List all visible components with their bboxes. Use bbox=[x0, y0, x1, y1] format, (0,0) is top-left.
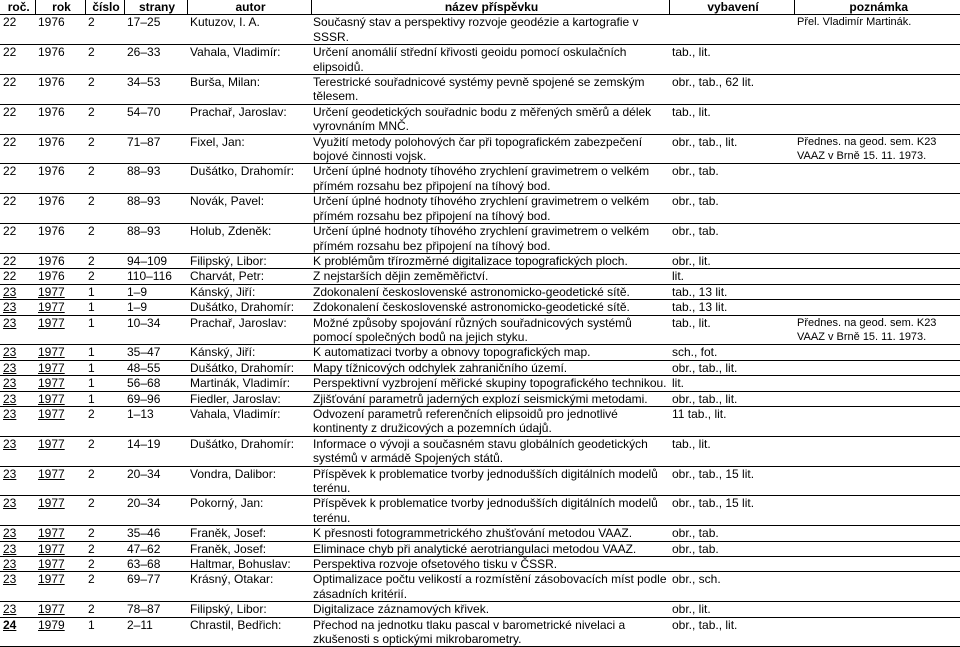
table-row bbox=[0, 496, 960, 526]
year-cell: 1977 bbox=[35, 572, 85, 602]
author-cell: Fiedler, Jaroslav: bbox=[187, 391, 311, 406]
number-cell: 2 bbox=[85, 406, 124, 436]
year-cell: 1976 bbox=[35, 134, 85, 164]
title-cell: Současný stav a perspektivy rozvoje geodézie a kartografie v SSSR. bbox=[311, 15, 669, 45]
header-author: autor bbox=[187, 0, 311, 15]
equipment-cell: lit. bbox=[669, 269, 794, 284]
title-cell: K problémům třírozměrné digitalizace topografických ploch. bbox=[311, 253, 669, 268]
header-note: poznámka bbox=[794, 0, 960, 15]
note-cell bbox=[794, 466, 960, 496]
title-cell: Využití metody polohových čar při topografickém zabezpečení bojové činnosti vojsk. bbox=[311, 134, 669, 164]
number-cell: 2 bbox=[85, 496, 124, 526]
year-cell: 1976 bbox=[35, 104, 85, 134]
vol-cell: 23 bbox=[0, 376, 35, 391]
author-cell: Vahala, Vladimír: bbox=[187, 406, 311, 436]
vol-cell: 23 bbox=[0, 406, 35, 436]
note-cell bbox=[794, 602, 960, 617]
equipment-cell: tab., 13 lit. bbox=[669, 300, 794, 315]
equipment-cell: tab., 13 lit. bbox=[669, 284, 794, 299]
year-cell: 1976 bbox=[35, 75, 85, 105]
number-cell: 1 bbox=[85, 391, 124, 406]
equipment-cell: obr., tab., 62 lit. bbox=[669, 75, 794, 105]
note-cell bbox=[794, 164, 960, 194]
note-cell bbox=[794, 104, 960, 134]
equipment-cell: obr., sch. bbox=[669, 572, 794, 602]
pages-cell: 54–70 bbox=[124, 104, 187, 134]
pages-cell: 48–55 bbox=[124, 360, 187, 375]
vol-cell: 22 bbox=[0, 224, 35, 254]
table-row bbox=[0, 557, 960, 572]
title-cell: Odvození parametrů referenčních elipsoidů pro jednotlivé kontinenty z družicových a pozemních údajů. bbox=[311, 406, 669, 436]
table-row bbox=[0, 572, 960, 602]
title-cell: Perspektivní vyzbrojení měřické skupiny topografického technikou. bbox=[311, 376, 669, 391]
title-cell: Přechod na jednotku tlaku pascal v barometrické nivelaci a zkušenosti s optickými mikrobarometry. bbox=[311, 617, 669, 647]
table-row bbox=[0, 164, 960, 194]
equipment-cell bbox=[669, 557, 794, 572]
note-cell bbox=[794, 617, 960, 647]
pages-cell: 47–62 bbox=[124, 541, 187, 556]
equipment-cell: obr., lit. bbox=[669, 602, 794, 617]
author-cell: Dušátko, Drahomír: bbox=[187, 360, 311, 375]
author-cell: Dušátko, Drahomír: bbox=[187, 436, 311, 466]
title-cell: Možné způsoby spojování různých souřadnicových systémů pomocí společných bodů na jejich styku. bbox=[311, 315, 669, 345]
equipment-cell: obr., tab., lit. bbox=[669, 360, 794, 375]
vol-cell: 22 bbox=[0, 15, 35, 45]
pages-cell: 35–47 bbox=[124, 345, 187, 360]
table-row bbox=[0, 284, 960, 299]
pages-cell: 17–25 bbox=[124, 15, 187, 45]
year-cell: 1977 bbox=[35, 436, 85, 466]
pages-cell: 71–87 bbox=[124, 134, 187, 164]
vol-cell: 22 bbox=[0, 164, 35, 194]
table-row bbox=[0, 406, 960, 436]
number-cell: 2 bbox=[85, 104, 124, 134]
year-cell: 1977 bbox=[35, 360, 85, 375]
equipment-cell: obr., lit. bbox=[669, 253, 794, 268]
number-cell: 2 bbox=[85, 602, 124, 617]
table-body bbox=[0, 15, 960, 647]
vol-cell: 23 bbox=[0, 602, 35, 617]
title-cell: Určení úplné hodnoty tíhového zrychlení gravimetrem o velkém přímém rozsahu bez připojení na tíhový bod. bbox=[311, 224, 669, 254]
table-row bbox=[0, 617, 960, 647]
vol-cell: 23 bbox=[0, 557, 35, 572]
note-cell bbox=[794, 269, 960, 284]
title-cell: Digitalizace záznamových křivek. bbox=[311, 602, 669, 617]
number-cell: 2 bbox=[85, 269, 124, 284]
table-row bbox=[0, 15, 960, 45]
author-cell: Franěk, Josef: bbox=[187, 526, 311, 541]
pages-cell: 110–116 bbox=[124, 269, 187, 284]
number-cell: 1 bbox=[85, 315, 124, 345]
year-cell: 1976 bbox=[35, 269, 85, 284]
author-cell: Vondra, Dalibor: bbox=[187, 466, 311, 496]
year-cell: 1977 bbox=[35, 406, 85, 436]
title-cell: Určení úplné hodnoty tíhového zrychlení gravimetrem o velkém přímém rozsahu bez připojení na tíhový bod. bbox=[311, 164, 669, 194]
vol-cell: 23 bbox=[0, 436, 35, 466]
author-cell: Krásný, Otakar: bbox=[187, 572, 311, 602]
title-cell: Určení geodetických souřadnic bodu z měřených směrů a délek vyrovnáním MNČ. bbox=[311, 104, 669, 134]
number-cell: 2 bbox=[85, 466, 124, 496]
table-row bbox=[0, 526, 960, 541]
note-cell bbox=[794, 496, 960, 526]
table-row bbox=[0, 253, 960, 268]
note-cell bbox=[794, 376, 960, 391]
title-cell: Příspěvek k problematice tvorby jednodušších digitálních modelů terénu. bbox=[311, 496, 669, 526]
author-cell: Filipský, Libor: bbox=[187, 602, 311, 617]
note-cell bbox=[794, 572, 960, 602]
vol-cell: 23 bbox=[0, 496, 35, 526]
number-cell: 1 bbox=[85, 300, 124, 315]
vol-cell: 22 bbox=[0, 253, 35, 268]
vol-cell: 23 bbox=[0, 391, 35, 406]
table-row bbox=[0, 45, 960, 75]
note-cell bbox=[794, 75, 960, 105]
year-cell: 1977 bbox=[35, 391, 85, 406]
equipment-cell: tab., lit. bbox=[669, 315, 794, 345]
author-cell: Filipský, Libor: bbox=[187, 253, 311, 268]
author-cell: Martinák, Vladimír: bbox=[187, 376, 311, 391]
year-cell: 1977 bbox=[35, 557, 85, 572]
table-row bbox=[0, 345, 960, 360]
note-cell bbox=[794, 194, 960, 224]
number-cell: 2 bbox=[85, 164, 124, 194]
number-cell: 2 bbox=[85, 436, 124, 466]
title-cell: Příspěvek k problematice tvorby jednodušších digitálních modelů terénu. bbox=[311, 466, 669, 496]
table-row bbox=[0, 300, 960, 315]
year-cell: 1977 bbox=[35, 466, 85, 496]
equipment-cell: obr., tab., lit. bbox=[669, 617, 794, 647]
year-cell: 1976 bbox=[35, 15, 85, 45]
author-cell: Franěk, Josef: bbox=[187, 541, 311, 556]
title-cell: Optimalizace počtu velikostí a rozmístění zásobovacích míst podle zásadních kritérií. bbox=[311, 572, 669, 602]
equipment-cell bbox=[669, 15, 794, 45]
title-cell: Zdokonalení československé astronomicko-geodetické sítě. bbox=[311, 284, 669, 299]
author-cell: Prachař, Jaroslav: bbox=[187, 104, 311, 134]
vol-cell: 23 bbox=[0, 284, 35, 299]
pages-cell: 1–13 bbox=[124, 406, 187, 436]
pages-cell: 78–87 bbox=[124, 602, 187, 617]
pages-cell: 56–68 bbox=[124, 376, 187, 391]
table-row bbox=[0, 194, 960, 224]
table-row bbox=[0, 75, 960, 105]
number-cell: 2 bbox=[85, 253, 124, 268]
pages-cell: 20–34 bbox=[124, 496, 187, 526]
year-cell: 1977 bbox=[35, 300, 85, 315]
vol-cell: 22 bbox=[0, 45, 35, 75]
note-cell bbox=[794, 406, 960, 436]
equipment-cell: obr., tab. bbox=[669, 194, 794, 224]
header-title: název příspěvku bbox=[311, 0, 669, 15]
number-cell: 1 bbox=[85, 284, 124, 299]
year-cell: 1977 bbox=[35, 541, 85, 556]
equipment-cell: obr., tab. bbox=[669, 164, 794, 194]
vol-cell: 22 bbox=[0, 194, 35, 224]
equipment-cell: obr., tab., lit. bbox=[669, 391, 794, 406]
title-cell: Terestrické souřadnicové systémy pevně spojené se zemským tělesem. bbox=[311, 75, 669, 105]
note-cell: Přel. Vladimír Martinák. bbox=[794, 15, 960, 45]
author-cell: Charvát, Petr: bbox=[187, 269, 311, 284]
equipment-cell: obr., tab. bbox=[669, 541, 794, 556]
number-cell: 1 bbox=[85, 345, 124, 360]
author-cell: Chrastil, Bedřich: bbox=[187, 617, 311, 647]
header-year: rok bbox=[35, 0, 85, 15]
equipment-cell: obr., tab., 15 lit. bbox=[669, 466, 794, 496]
note-cell bbox=[794, 253, 960, 268]
vol-cell: 22 bbox=[0, 134, 35, 164]
number-cell: 2 bbox=[85, 45, 124, 75]
author-cell: Holub, Zdeněk: bbox=[187, 224, 311, 254]
equipment-cell: sch., fot. bbox=[669, 345, 794, 360]
title-cell: K přesnosti fotogrammetrického zhušťování metodou VAAZ. bbox=[311, 526, 669, 541]
title-cell: Z nejstarších dějin zeměměřictví. bbox=[311, 269, 669, 284]
table-row bbox=[0, 541, 960, 556]
header-equipment: vybavení bbox=[669, 0, 794, 15]
vol-cell: 23 bbox=[0, 541, 35, 556]
number-cell: 2 bbox=[85, 194, 124, 224]
table-row bbox=[0, 376, 960, 391]
pages-cell: 63–68 bbox=[124, 557, 187, 572]
equipment-cell: obr., tab. bbox=[669, 526, 794, 541]
pages-cell: 88–93 bbox=[124, 164, 187, 194]
pages-cell: 1–9 bbox=[124, 284, 187, 299]
year-cell: 1976 bbox=[35, 164, 85, 194]
author-cell: Fixel, Jan: bbox=[187, 134, 311, 164]
table-row bbox=[0, 360, 960, 375]
vol-cell: 23 bbox=[0, 360, 35, 375]
vol-cell: 23 bbox=[0, 300, 35, 315]
vol-cell: 23 bbox=[0, 466, 35, 496]
table-row bbox=[0, 391, 960, 406]
pages-cell: 69–96 bbox=[124, 391, 187, 406]
note-cell bbox=[794, 45, 960, 75]
note-cell bbox=[794, 436, 960, 466]
table-row bbox=[0, 269, 960, 284]
pages-cell: 10–34 bbox=[124, 315, 187, 345]
note-cell bbox=[794, 541, 960, 556]
author-cell: Kánský, Jiří: bbox=[187, 345, 311, 360]
vol-cell: 22 bbox=[0, 269, 35, 284]
author-cell: Dušátko, Drahomír: bbox=[187, 164, 311, 194]
title-cell: Mapy tížnicových odchylek zahraničního území. bbox=[311, 360, 669, 375]
author-cell: Novák, Pavel: bbox=[187, 194, 311, 224]
vol-cell: 23 bbox=[0, 315, 35, 345]
equipment-cell: obr., tab. bbox=[669, 224, 794, 254]
author-cell: Kánský, Jiří: bbox=[187, 284, 311, 299]
number-cell: 2 bbox=[85, 572, 124, 602]
year-cell: 1977 bbox=[35, 496, 85, 526]
vol-cell: 23 bbox=[0, 572, 35, 602]
year-cell: 1977 bbox=[35, 526, 85, 541]
author-cell: Haltmar, Bohuslav: bbox=[187, 557, 311, 572]
equipment-cell: lit. bbox=[669, 376, 794, 391]
note-cell bbox=[794, 300, 960, 315]
equipment-cell: tab., lit. bbox=[669, 104, 794, 134]
author-cell: Dušátko, Drahomír: bbox=[187, 300, 311, 315]
number-cell: 1 bbox=[85, 376, 124, 391]
year-cell: 1977 bbox=[35, 376, 85, 391]
number-cell: 2 bbox=[85, 541, 124, 556]
title-cell: Informace o vývoji a současném stavu globálních geodetických systémů v armádě Spojených států. bbox=[311, 436, 669, 466]
number-cell: 2 bbox=[85, 15, 124, 45]
table-row bbox=[0, 104, 960, 134]
header-vol: roč. bbox=[0, 0, 35, 15]
vol-cell: 22 bbox=[0, 75, 35, 105]
year-cell: 1976 bbox=[35, 45, 85, 75]
table-row bbox=[0, 134, 960, 164]
pages-cell: 69–77 bbox=[124, 572, 187, 602]
number-cell: 2 bbox=[85, 557, 124, 572]
year-cell: 1977 bbox=[35, 345, 85, 360]
vol-cell: 23 bbox=[0, 526, 35, 541]
note-cell bbox=[794, 224, 960, 254]
note-cell: Přednes. na geod. sem. K23 VAAZ v Brně 15. 11. 1973. bbox=[794, 134, 960, 164]
vol-cell: 23 bbox=[0, 345, 35, 360]
number-cell: 2 bbox=[85, 224, 124, 254]
note-cell bbox=[794, 345, 960, 360]
note-cell: Přednes. na geod. sem. K23 VAAZ v Brně 15. 11. 1973. bbox=[794, 315, 960, 345]
pages-cell: 14–19 bbox=[124, 436, 187, 466]
year-cell: 1976 bbox=[35, 224, 85, 254]
equipment-cell: obr., tab., 15 lit. bbox=[669, 496, 794, 526]
equipment-cell: 11 tab., lit. bbox=[669, 406, 794, 436]
number-cell: 2 bbox=[85, 526, 124, 541]
note-cell bbox=[794, 360, 960, 375]
title-cell: Určení anomálií střední křivosti geoidu pomocí oskulačních elipsoidů. bbox=[311, 45, 669, 75]
header-pages: strany bbox=[124, 0, 187, 15]
year-cell: 1976 bbox=[35, 253, 85, 268]
year-cell: 1977 bbox=[35, 284, 85, 299]
year-cell: 1979 bbox=[35, 617, 85, 647]
pages-cell: 2–11 bbox=[124, 617, 187, 647]
pages-cell: 26–33 bbox=[124, 45, 187, 75]
title-cell: Určení úplné hodnoty tíhového zrychlení gravimetrem o velkém přímém rozsahu bez připojení na tíhový bod. bbox=[311, 194, 669, 224]
table-row bbox=[0, 602, 960, 617]
equipment-cell: tab., lit. bbox=[669, 45, 794, 75]
title-cell: Zjišťování parametrů jaderných explozí seismickými metodami. bbox=[311, 391, 669, 406]
table-row bbox=[0, 436, 960, 466]
pages-cell: 35–46 bbox=[124, 526, 187, 541]
note-cell bbox=[794, 391, 960, 406]
note-cell bbox=[794, 557, 960, 572]
note-cell bbox=[794, 526, 960, 541]
pages-cell: 88–93 bbox=[124, 194, 187, 224]
number-cell: 1 bbox=[85, 617, 124, 647]
table-row bbox=[0, 466, 960, 496]
author-cell: Prachař, Jaroslav: bbox=[187, 315, 311, 345]
equipment-cell: obr., tab., lit. bbox=[669, 134, 794, 164]
year-cell: 1977 bbox=[35, 315, 85, 345]
year-cell: 1976 bbox=[35, 194, 85, 224]
title-cell: K automatizaci tvorby a obnovy topografických map. bbox=[311, 345, 669, 360]
pages-cell: 20–34 bbox=[124, 466, 187, 496]
pages-cell: 1–9 bbox=[124, 300, 187, 315]
table-row bbox=[0, 315, 960, 345]
number-cell: 2 bbox=[85, 134, 124, 164]
year-cell: 1977 bbox=[35, 602, 85, 617]
author-cell: Burša, Milan: bbox=[187, 75, 311, 105]
equipment-cell: tab., lit. bbox=[669, 436, 794, 466]
vol-cell: 22 bbox=[0, 104, 35, 134]
pages-cell: 88–93 bbox=[124, 224, 187, 254]
author-cell: Kutuzov, I. A. bbox=[187, 15, 311, 45]
vol-cell: 24 bbox=[0, 617, 35, 647]
title-cell: Perspektiva rozvoje ofsetového tisku v ČSSR. bbox=[311, 557, 669, 572]
table-row bbox=[0, 224, 960, 254]
title-cell: Eliminace chyb při analytické aerotriangulaci metodou VAAZ. bbox=[311, 541, 669, 556]
title-cell: Zdokonalení československé astronomicko-geodetické sítě. bbox=[311, 300, 669, 315]
number-cell: 1 bbox=[85, 360, 124, 375]
author-cell: Vahala, Vladimír: bbox=[187, 45, 311, 75]
number-cell: 2 bbox=[85, 75, 124, 105]
header-number: číslo bbox=[85, 0, 124, 15]
pages-cell: 94–109 bbox=[124, 253, 187, 268]
author-cell: Pokorný, Jan: bbox=[187, 496, 311, 526]
note-cell bbox=[794, 284, 960, 299]
header-row bbox=[0, 0, 960, 15]
pages-cell: 34–53 bbox=[124, 75, 187, 105]
